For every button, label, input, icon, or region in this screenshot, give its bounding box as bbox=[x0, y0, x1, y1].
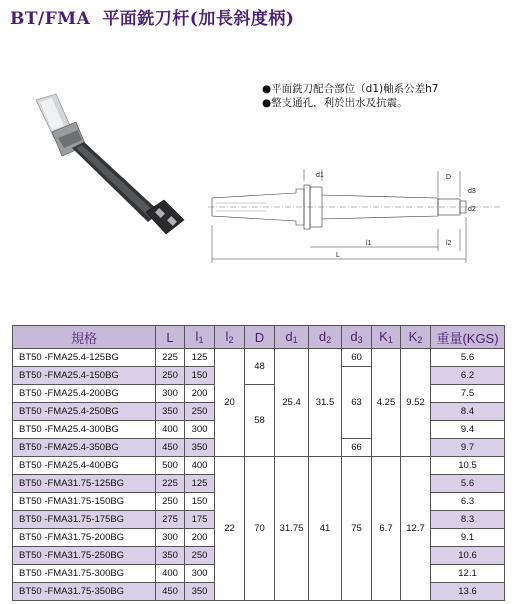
cell-model: BT50 -FMA25.4-200BG bbox=[13, 385, 156, 403]
cell-weight: 10.5 bbox=[431, 457, 505, 475]
cell-weight: 13.6 bbox=[431, 583, 505, 601]
cell-L: 225 bbox=[156, 475, 185, 493]
cell-L: 300 bbox=[156, 529, 185, 547]
col-K2: $K_2$ bbox=[401, 326, 431, 349]
cell-model: BT50 -FMA31.75-250BG bbox=[13, 547, 156, 565]
cell-d3-60: 60 bbox=[342, 349, 372, 367]
cell-l1: 300 bbox=[185, 421, 215, 439]
cell-L: 450 bbox=[156, 583, 185, 601]
title-cn: 平面銑刀杆(加長斜度柄) bbox=[102, 9, 295, 29]
holder-outline bbox=[208, 185, 502, 229]
cell-K1-group1: 4.25 bbox=[372, 349, 401, 457]
cell-model: BT50 -FMA31.75-175BG bbox=[13, 511, 156, 529]
label-d3: d3 bbox=[468, 188, 476, 195]
cell-weight: 5.6 bbox=[431, 349, 505, 367]
cell-l1: 125 bbox=[185, 349, 215, 367]
cell-l1: 400 bbox=[185, 457, 215, 475]
page-title bbox=[10, 4, 294, 29]
cell-d3-63: 63 bbox=[342, 367, 372, 439]
cell-weight: 6.2 bbox=[431, 367, 505, 385]
col-l1: $l_1$ bbox=[185, 326, 215, 349]
note-through-hole: ●整支通孔，利於出水及抗震。 bbox=[262, 97, 408, 109]
table-row bbox=[13, 457, 505, 475]
label-d1: d1 bbox=[316, 172, 324, 179]
cell-weight: 7.5 bbox=[431, 385, 505, 403]
cell-weight: 8.3 bbox=[431, 511, 505, 529]
table-row bbox=[13, 349, 505, 367]
cell-l2-group2: 22 bbox=[215, 457, 245, 601]
cell-l1: 200 bbox=[185, 385, 215, 403]
cell-L: 350 bbox=[156, 403, 185, 421]
cell-l1: 250 bbox=[185, 547, 215, 565]
table-row bbox=[13, 385, 505, 403]
cell-model: BT50 -FMA25.4-300BG bbox=[13, 421, 156, 439]
cell-L: 400 bbox=[156, 565, 185, 583]
cell-l1: 350 bbox=[185, 439, 215, 457]
cell-D-group2: 70 bbox=[245, 457, 275, 601]
spec-table bbox=[12, 325, 505, 601]
cell-weight: 10.6 bbox=[431, 547, 505, 565]
cell-d3-66: 66 bbox=[342, 439, 372, 457]
cell-model: BT50 -FMA31.75-350BG bbox=[13, 583, 156, 601]
col-d1: $d_1$ bbox=[275, 326, 309, 349]
cell-d1-group1: 25.4 bbox=[275, 349, 309, 457]
cell-weight: 6.3 bbox=[431, 493, 505, 511]
cell-model: BT50 -FMA31.75-150BG bbox=[13, 493, 156, 511]
cell-K1-group2: 6.7 bbox=[372, 457, 401, 601]
cell-L: 450 bbox=[156, 439, 185, 457]
cell-d2-group1: 31.5 bbox=[309, 349, 342, 457]
label-l2: l2 bbox=[446, 240, 452, 247]
cell-d1-group2: 31.75 bbox=[275, 457, 309, 601]
label-l1: l1 bbox=[366, 240, 372, 247]
cell-L: 250 bbox=[156, 367, 185, 385]
spec-notes bbox=[262, 82, 438, 110]
cell-model: BT50 -FMA25.4-400BG bbox=[13, 457, 156, 475]
cell-L: 500 bbox=[156, 457, 185, 475]
technical-drawing bbox=[206, 165, 504, 265]
cell-L: 400 bbox=[156, 421, 185, 439]
cell-model: BT50 -FMA25.4-150BG bbox=[13, 367, 156, 385]
cell-weight: 9.4 bbox=[431, 421, 505, 439]
label-L: L bbox=[336, 252, 340, 259]
extension-body bbox=[72, 142, 160, 222]
label-D: D bbox=[446, 174, 452, 181]
cell-d2-group2: 41 bbox=[309, 457, 342, 601]
title-en: BT/FMA bbox=[10, 9, 91, 29]
note-tolerance: ●平面銑刀配合部位（d1)軸系公差h7 bbox=[262, 83, 439, 95]
cell-L: 350 bbox=[156, 547, 185, 565]
cell-weight: 8.4 bbox=[431, 403, 505, 421]
cell-L: 225 bbox=[156, 349, 185, 367]
col-weight: 重量(KGS) bbox=[431, 326, 505, 349]
cell-L: 300 bbox=[156, 385, 185, 403]
cell-l1: 175 bbox=[185, 511, 215, 529]
col-model: 規格 bbox=[13, 326, 156, 349]
cell-model: BT50 -FMA31.75-200BG bbox=[13, 529, 156, 547]
tool-holder-photo bbox=[28, 92, 208, 242]
cell-model: BT50 -FMA25.4-125BG bbox=[13, 349, 156, 367]
cell-L: 275 bbox=[156, 511, 185, 529]
cell-l1: 125 bbox=[185, 475, 215, 493]
cell-D-48: 48 bbox=[245, 349, 275, 385]
cell-l1: 150 bbox=[185, 367, 215, 385]
cell-model: BT50 -FMA25.4-250BG bbox=[13, 403, 156, 421]
cell-K2-group1: 9.52 bbox=[401, 349, 431, 457]
cell-l1: 300 bbox=[185, 565, 215, 583]
cell-weight: 9.7 bbox=[431, 439, 505, 457]
cell-K2-group2: 12.7 bbox=[401, 457, 431, 601]
cell-model: BT50 -FMA31.75-300BG bbox=[13, 565, 156, 583]
cell-weight: 9.1 bbox=[431, 529, 505, 547]
cell-l1: 350 bbox=[185, 583, 215, 601]
cell-model: BT50 -FMA31.75-125BG bbox=[13, 475, 156, 493]
cell-d3-group2: 75 bbox=[342, 457, 372, 601]
cell-l2-group1: 20 bbox=[215, 349, 245, 457]
label-d2: d2 bbox=[468, 206, 476, 213]
col-d3: $d_3$ bbox=[342, 326, 372, 349]
cell-L: 250 bbox=[156, 493, 185, 511]
col-K1: $K_1$ bbox=[372, 326, 401, 349]
cell-l1: 200 bbox=[185, 529, 215, 547]
col-l2: $l_2$ bbox=[215, 326, 245, 349]
cell-D-58: 58 bbox=[245, 385, 275, 457]
cell-model: BT50 -FMA25.4-350BG bbox=[13, 439, 156, 457]
cell-l1: 250 bbox=[185, 403, 215, 421]
cell-l1: 150 bbox=[185, 493, 215, 511]
col-L: L bbox=[156, 326, 185, 349]
col-d2: $d_2$ bbox=[309, 326, 342, 349]
cell-weight: 12.1 bbox=[431, 565, 505, 583]
table-header-row bbox=[13, 326, 505, 349]
cell-weight: 5.6 bbox=[431, 475, 505, 493]
col-D: D bbox=[245, 326, 275, 349]
